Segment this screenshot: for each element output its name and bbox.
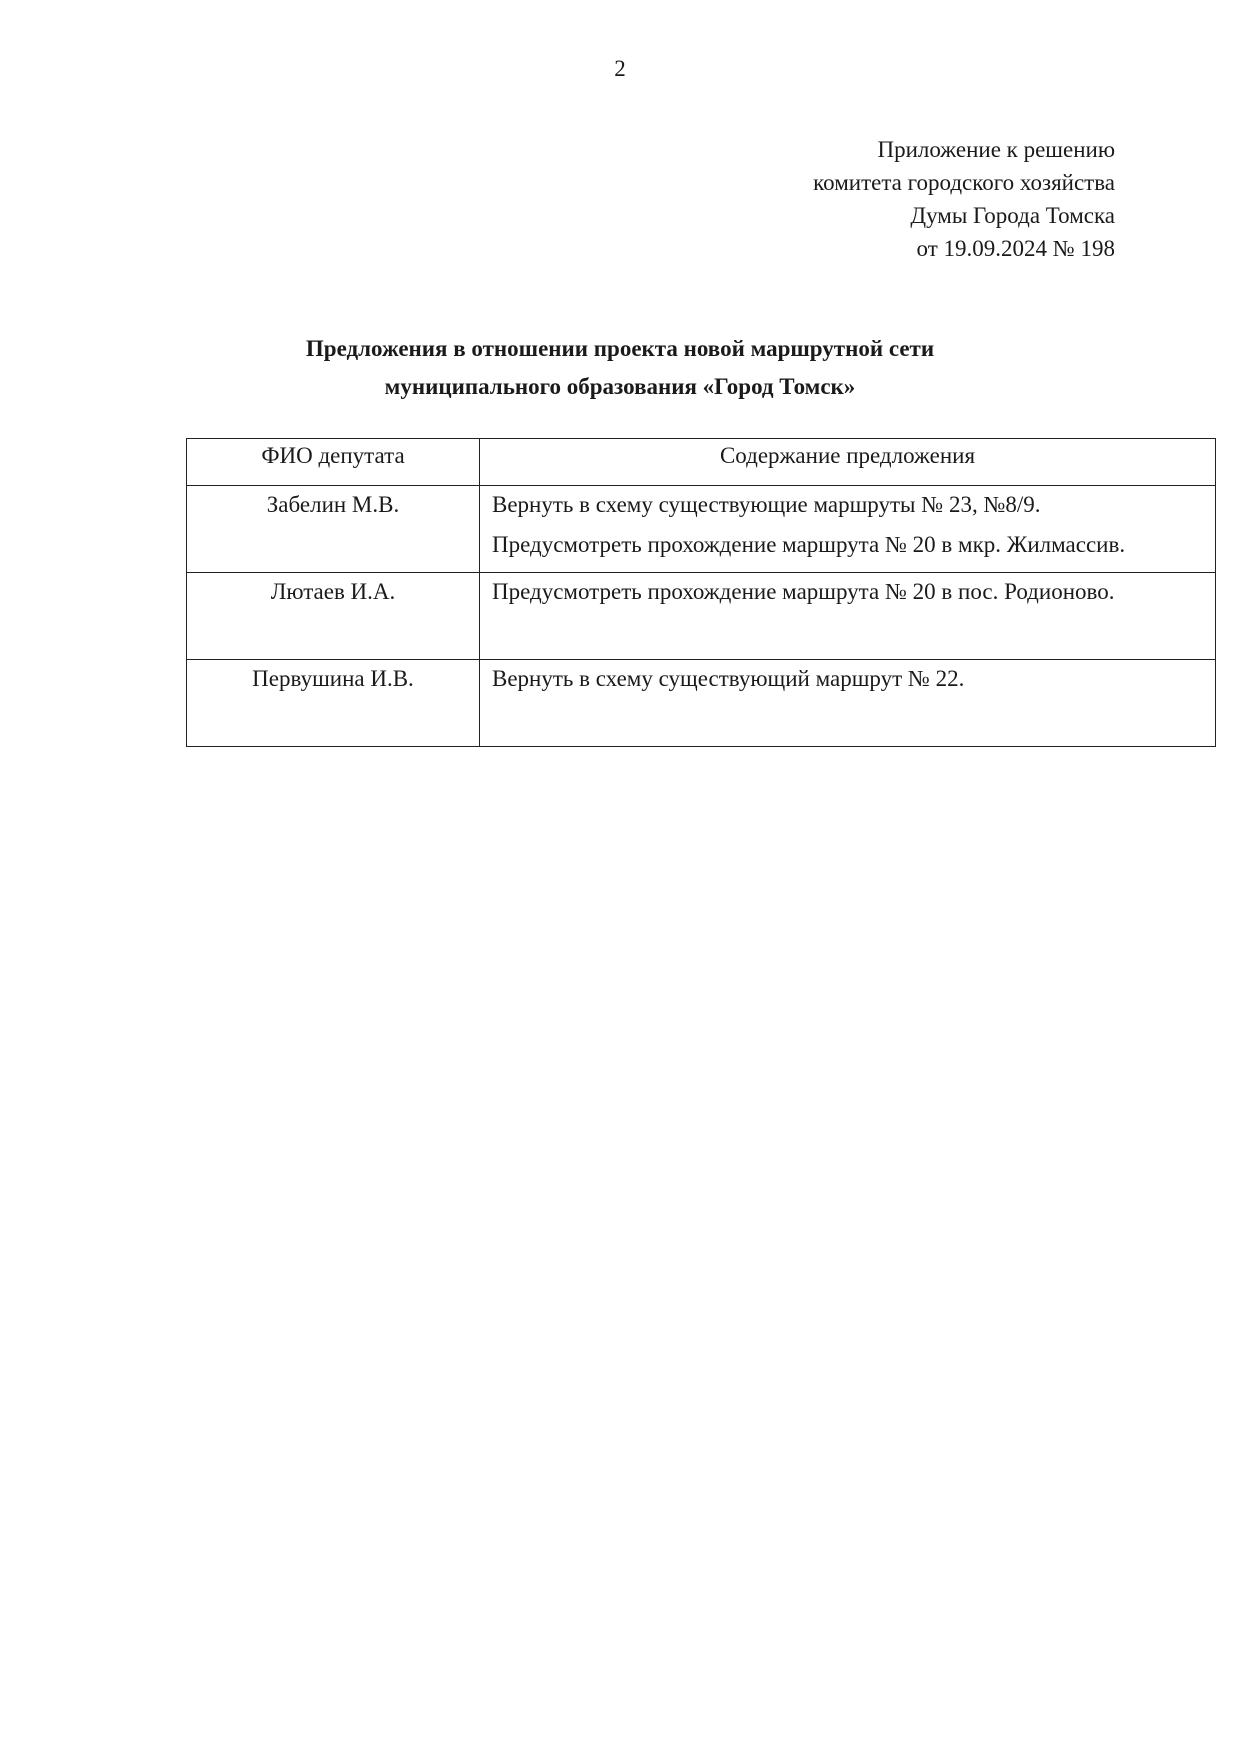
table-row	[187, 660, 1216, 747]
proposal-line: Вернуть в схему существующие маршруты № 23, №8/9.	[492, 492, 1041, 517]
deputy-name-cell: Первушина И.В.	[187, 660, 480, 747]
table-row	[187, 486, 1216, 573]
proposal-content-cell	[480, 573, 1216, 660]
proposal-line: Вернуть в схему существующий маршрут № 22.	[492, 666, 965, 691]
proposal-content-cell	[480, 486, 1216, 573]
table-row	[187, 573, 1216, 660]
proposal-line: Предусмотреть прохождение маршрута № 20 в мкр. Жилмассив.	[492, 532, 1126, 557]
appendix-line: комитета городского хозяйства	[813, 170, 1115, 195]
title-line: Предложения в отношении проекта новой маршрутной сети	[305, 336, 935, 361]
appendix-date-number: от 19.09.2024 № 198	[916, 236, 1115, 261]
title-line: муниципального образования «Город Томск»	[384, 374, 856, 399]
page-number: 2	[614, 56, 626, 81]
appendix-block	[813, 133, 1115, 265]
proposals-table	[186, 438, 1216, 747]
document-title	[0, 330, 1240, 406]
deputy-name-cell: Лютаев И.А.	[187, 573, 480, 660]
table-header-row	[187, 439, 1216, 486]
proposal-content-cell	[480, 660, 1216, 747]
header-deputy-name: ФИО депутата	[187, 439, 480, 486]
appendix-line: Приложение к решению	[877, 137, 1115, 162]
header-proposal-content: Содержание предложения	[480, 439, 1216, 486]
proposal-line: Предусмотреть прохождение маршрута № 20 в пос. Родионово.	[492, 579, 1115, 604]
appendix-line: Думы Города Томска	[910, 203, 1115, 228]
deputy-name-cell: Забелин М.В.	[187, 486, 480, 573]
